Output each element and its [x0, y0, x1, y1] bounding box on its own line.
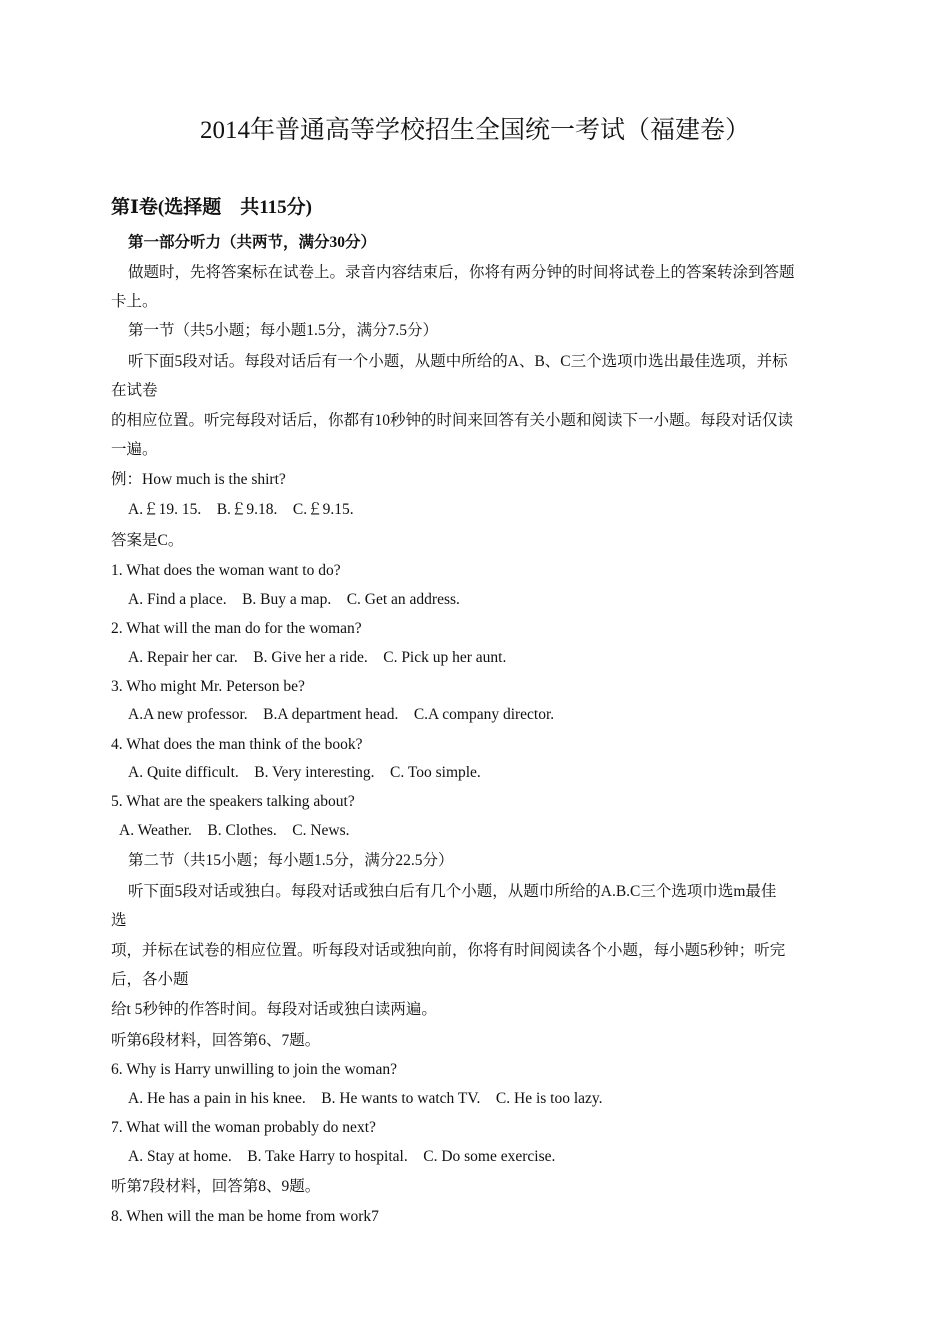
instruction-line: 做题时，先将答案标在试卷上。录音内容结束后，你将有两分钟的时间将试卷上的答案转涂到答题	[128, 264, 795, 281]
instruction-line: 听下面5段对话。每段对话后有一个小题，从题中所给的A、B、C三个选项巾选出最佳选项，并标	[128, 353, 788, 370]
instruction-line: 选	[111, 912, 127, 929]
question-3: 3. Who might Mr. Peterson be?	[111, 678, 305, 695]
instruction-line: 后，各小题	[111, 971, 189, 988]
subsection-heading: 第二节（共15小题；每小题1.5分，满分22.5分）	[128, 852, 454, 869]
question-2-options: A. Repair her car. B. Give her a ride. C. Pick up her aunt.	[128, 649, 507, 666]
question-5-options: A. Weather. B. Clothes. C. News.	[119, 822, 350, 839]
instruction-line: 给t 5秒钟的作答时间。每段对话或独白读两遍。	[111, 1001, 437, 1018]
document-title: 2014年普通高等学校招生全国统一考试（福建卷）	[199, 117, 750, 144]
example-answer: 答案是C。	[111, 532, 184, 549]
section-heading: 第Ⅰ卷(选择题 共115分)	[111, 197, 312, 218]
instruction-line: 听下面5段对话或独白。每段对话或独白后有几个小题，从题巾所给的A.B.C三个选项巾选m最佳	[128, 883, 777, 900]
question-7-options: A. Stay at home. B. Take Harry to hospital. C. Do some exercise.	[128, 1148, 556, 1165]
instruction-line: 项，并标在试卷的相应位置。听每段对话或独向前，你将有时间阅读各个小题，每小题5秒钟；听完	[111, 942, 786, 959]
question-5: 5. What are the speakers talking about?	[111, 793, 355, 810]
instruction-line: 在试卷	[111, 382, 158, 399]
material-instruction: 听第7段材料，回答第8、9题。	[111, 1178, 321, 1195]
instruction-line: 卡上。	[111, 293, 158, 310]
question-1: 1. What does the woman want to do?	[111, 562, 341, 579]
question-3-options: A.A new professor. B.A department head. C.A company director.	[128, 706, 555, 723]
question-4-options: A. Quite difficult. B. Very interesting. C. Too simple.	[128, 764, 481, 781]
question-2: 2. What will the man do for the woman?	[111, 620, 362, 637]
question-1-options: A. Find a place. B. Buy a map. C. Get an address.	[128, 591, 460, 608]
question-7: 7. What will the woman probably do next?	[111, 1119, 376, 1136]
instruction-line: 一遍。	[111, 441, 158, 458]
material-instruction: 听第6段材料，回答第6、7题。	[111, 1032, 321, 1049]
question-4: 4. What does the man think of the book?	[111, 736, 363, 753]
subsection-heading: 第一节（共5小题；每小题1.5分，满分7.5分）	[128, 322, 439, 339]
question-8: 8. When will the man be home from work7	[111, 1208, 379, 1225]
question-6-options: A. He has a pain in his knee. B. He wants to watch TV. C. He is too lazy.	[128, 1090, 603, 1107]
example-options: A.￡19. 15. B.￡9.18. C.￡9.15.	[128, 501, 354, 518]
instruction-line: 的相应位置。听完每段对话后，你都有10秒钟的时间来回答有关小题和阅读下一小题。每段对话仅读	[111, 412, 794, 429]
part-heading: 第一部分听力（共两节，满分30分）	[128, 234, 377, 251]
example-question: 例：How much is the shirt?	[111, 471, 286, 488]
question-6: 6. Why is Harry unwilling to join the woman?	[111, 1061, 397, 1078]
